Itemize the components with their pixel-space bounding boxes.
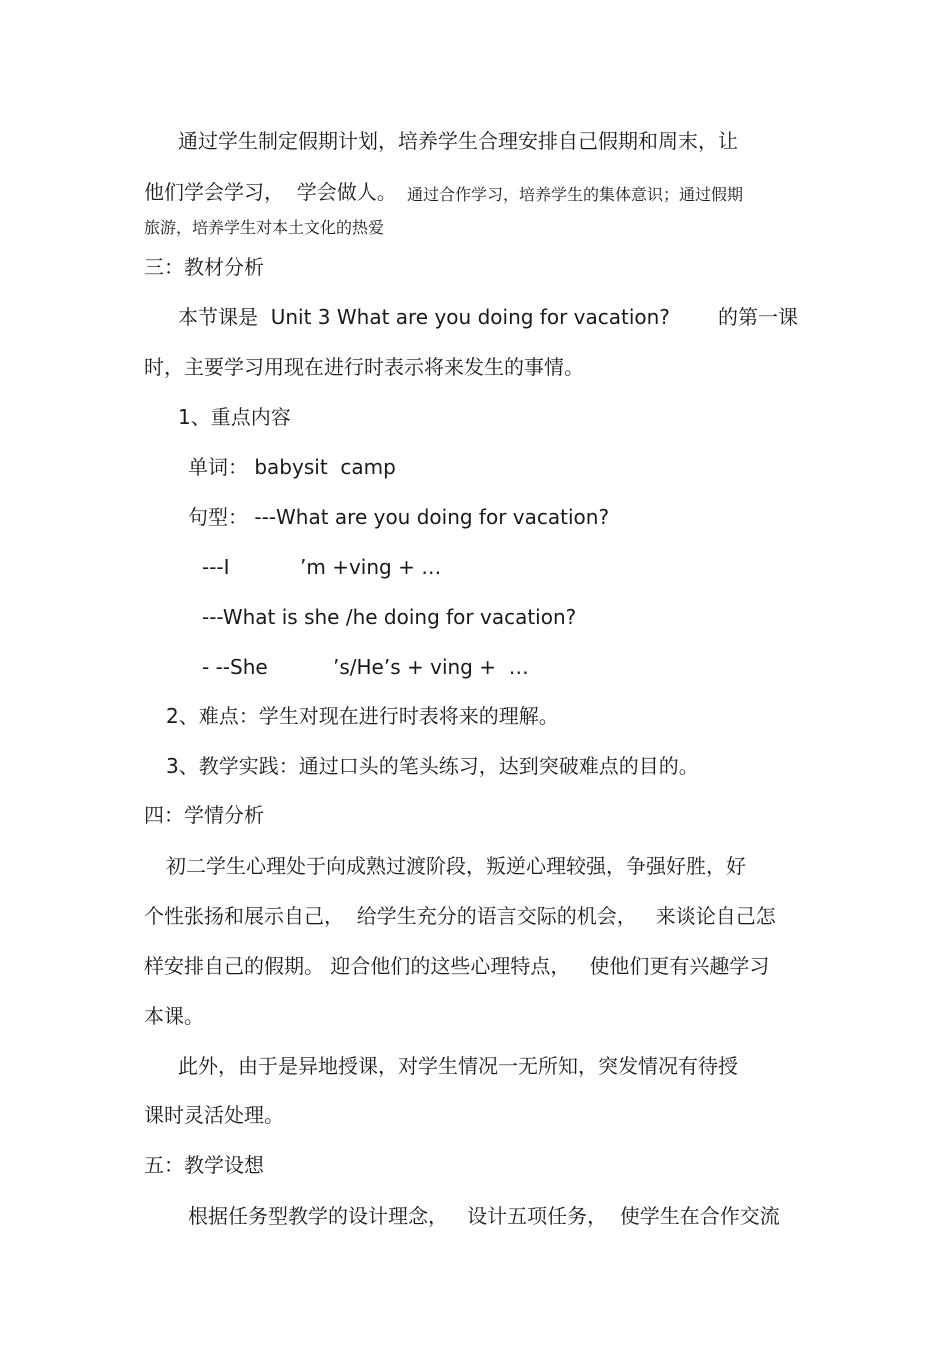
- teaching-practice: 3、教学实践：通过口头的笔头练习，达到突破难点的目的。: [166, 754, 699, 778]
- answer-2-end: ’s/He’s + ving + …: [333, 655, 529, 679]
- sentence-pattern: 句型： ---What are you doing for vacation?: [188, 505, 610, 529]
- paragraph-goal-line-1: 通过学生制定假期计划，培养学生合理安排自己假期和周末，让: [178, 129, 738, 153]
- paragraph-lesson-line-1a: 本节课是 Unit 3 What are you doing for vacation?: [178, 305, 670, 329]
- section-heading-student-analysis: 四：学情分析: [144, 803, 264, 827]
- paragraph-goal-line-3: 旅游，培养学生对本土文化的热爱: [144, 218, 385, 237]
- paragraph-remote-line-2: 课时灵活处理。: [144, 1103, 284, 1127]
- paragraph-students-line-4: 本课。: [144, 1004, 204, 1028]
- answer-2-start: - --She: [202, 655, 268, 679]
- paragraph-students-line-3: 样安排自己的假期。 迎合他们的这些心理特点， 使他们更有兴趣学习: [144, 954, 770, 978]
- section-heading-teaching-design: 五：教学设想: [144, 1153, 264, 1177]
- paragraph-lesson-line-1b: 的第一课: [718, 305, 798, 329]
- paragraph-students-line-1: 初二学生心理处于向成熟过渡阶段，叛逆心理较强，争强好胜，好: [166, 854, 746, 878]
- answer-1-end: ’m +ving + …: [300, 555, 442, 579]
- paragraph-goal-line-2b: 通过合作学习，培养学生的集体意识；通过假期: [407, 185, 744, 204]
- paragraph-design-line-1: 根据任务型教学的设计理念， 设计五项任务， 使学生在合作交流: [188, 1204, 780, 1228]
- paragraph-goal-line-2a: 他们学会学习， 学会做人。: [144, 180, 397, 204]
- key-content-title: 1、重点内容: [178, 405, 291, 429]
- answer-1-start: ---I: [202, 555, 230, 579]
- section-heading-textbook-analysis: 三：教材分析: [144, 255, 264, 279]
- paragraph-remote-line-1: 此外，由于是异地授课，对学生情况一无所知，突发情况有待授: [178, 1054, 738, 1078]
- key-words: 单词： babysit camp: [188, 455, 396, 479]
- difficult-point: 2、难点：学生对现在进行时表将来的理解。: [166, 704, 559, 728]
- paragraph-students-line-2: 个性张扬和展示自己， 给学生充分的语言交际的机会， 来谈论自己怎: [144, 904, 776, 928]
- question-2: ---What is she /he doing for vacation?: [202, 605, 577, 629]
- paragraph-lesson-line-2: 时，主要学习用现在进行时表示将来发生的事情。: [144, 355, 584, 379]
